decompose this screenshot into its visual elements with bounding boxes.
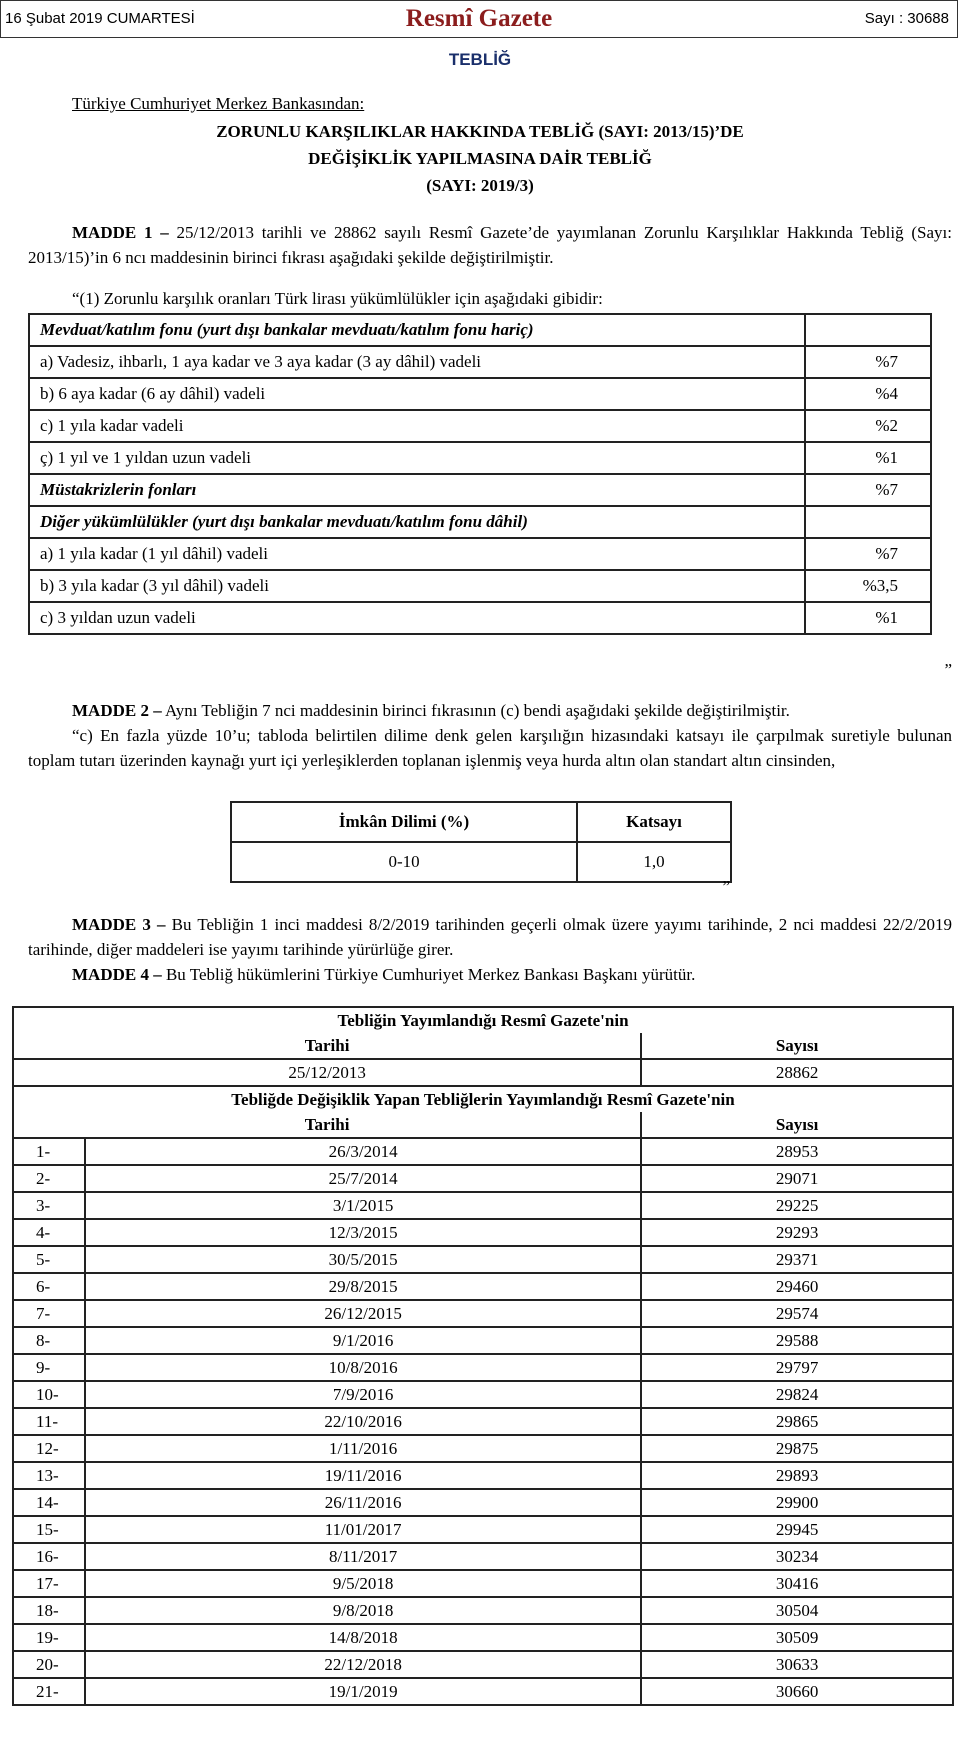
table-row	[29, 346, 931, 378]
rate-value	[805, 506, 931, 538]
row-date: 11/01/2017	[85, 1516, 641, 1543]
row-number: 21-	[13, 1678, 85, 1705]
table-row	[13, 1033, 953, 1059]
issuing-authority: Türkiye Cumhuriyet Merkez Bankasından:	[72, 94, 365, 113]
table-row	[13, 1489, 953, 1516]
row-number: 5-	[13, 1246, 85, 1273]
article-2-text: Aynı Tebliğin 7 nci maddesinin birinci fıkrasının (c) bendi aşağıdaki şekilde değiştirilmiştir.	[161, 701, 790, 720]
row-number: 10-	[13, 1381, 85, 1408]
rate-label: a) Vadesiz, ihbarlı, 1 aya kadar ve 3 aya kadar (3 ay dâhil) vadeli	[29, 346, 805, 378]
article-1	[28, 220, 952, 270]
row-date: 25/7/2014	[85, 1165, 641, 1192]
table-row	[29, 474, 931, 506]
row-date: 29/8/2015	[85, 1273, 641, 1300]
table-row	[13, 1246, 953, 1273]
row-issue-number: 29865	[641, 1408, 953, 1435]
table-row	[13, 1138, 953, 1165]
table-row	[13, 1354, 953, 1381]
table-row	[13, 1112, 953, 1138]
table-row	[13, 1435, 953, 1462]
article-1-label: MADDE 1 –	[72, 223, 169, 242]
row-number: 18-	[13, 1597, 85, 1624]
row-date: 19/1/2019	[85, 1678, 641, 1705]
history-col-date-2: Tarihi	[13, 1112, 641, 1138]
rate-label: b) 3 yıla kadar (3 yıl dâhil) vadeli	[29, 570, 805, 602]
row-date: 22/10/2016	[85, 1408, 641, 1435]
row-issue-number: 29893	[641, 1462, 953, 1489]
row-date: 30/5/2015	[85, 1246, 641, 1273]
table-row	[13, 1408, 953, 1435]
table-row	[13, 1570, 953, 1597]
row-date: 26/11/2016	[85, 1489, 641, 1516]
rate-value: %1	[805, 602, 931, 634]
rate-label: Mevduat/katılım fonu (yurt dışı bankalar mevduatı/katılım fonu hariç)	[29, 314, 805, 346]
row-issue-number: 29900	[641, 1489, 953, 1516]
row-number: 6-	[13, 1273, 85, 1300]
table-row	[13, 1192, 953, 1219]
doc-title-line-3: (SAYI: 2019/3)	[426, 176, 534, 195]
article-1-text: 25/12/2013 tarihli ve 28862 sayılı Resmî Gazete’de yayımlanan Zorunlu Karşılıklar Hakkında Tebliğ (Sayı: 2013/15)’in 6 ncı maddesinin birinci fıkrası aşağıdaki şekilde değiştirilmiştir.	[28, 223, 953, 267]
row-issue-number: 29071	[641, 1165, 953, 1192]
row-issue-number: 30633	[641, 1651, 953, 1678]
row-number: 16-	[13, 1543, 85, 1570]
row-issue-number: 29588	[641, 1327, 953, 1354]
article-4	[28, 962, 952, 987]
article-4-text: Bu Tebliğ hükümlerini Türkiye Cumhuriyet Merkez Bankası Başkanı yürütür.	[161, 965, 696, 984]
gazette-logo: Resmî Gazete	[405, 5, 553, 32]
row-number: 3-	[13, 1192, 85, 1219]
row-issue-number: 30416	[641, 1570, 953, 1597]
table-row	[29, 570, 931, 602]
row-date: 19/11/2016	[85, 1462, 641, 1489]
rate-label: Diğer yükümlülükler (yurt dışı bankalar mevduatı/katılım fonu dâhil)	[29, 506, 805, 538]
row-issue-number: 29371	[641, 1246, 953, 1273]
table-row	[231, 802, 731, 842]
issue-number: Sayı : 30688	[864, 10, 949, 27]
amendment-history-table	[12, 1006, 954, 1706]
table-header-cell: Katsayı	[577, 802, 731, 842]
row-issue-number: 29225	[641, 1192, 953, 1219]
coefficient-table	[230, 801, 732, 883]
table-row	[231, 842, 731, 882]
rate-value: %2	[805, 410, 931, 442]
row-number: 2-	[13, 1165, 85, 1192]
row-number: 11-	[13, 1408, 85, 1435]
row-date: 26/12/2015	[85, 1300, 641, 1327]
article-2-quote: “c) En fazla yüzde 10’u; tabloda belirtilen dilime denk gelen karşılığın hizasındaki katsayı ile çarpılmak suretiyle bulunan toplam tutarı üzerinden kaynağı yurt içi yerleşiklerden toplanan işlenmiş veya hurda altın olan standart altın cinsinden,	[28, 726, 952, 770]
rate-value: %7	[805, 538, 931, 570]
row-date: 12/3/2015	[85, 1219, 641, 1246]
row-issue-number: 29797	[641, 1354, 953, 1381]
article-2-label: MADDE 2 –	[72, 701, 162, 720]
table-row	[29, 378, 931, 410]
table-row	[13, 1327, 953, 1354]
row-issue-number: 29824	[641, 1381, 953, 1408]
row-date: 9/5/2018	[85, 1570, 641, 1597]
rate-label: b) 6 aya kadar (6 ay dâhil) vadeli	[29, 378, 805, 410]
rate-value: %7	[805, 474, 931, 506]
row-date: 22/12/2018	[85, 1651, 641, 1678]
history-col-date: Tarihi	[13, 1033, 641, 1059]
row-number: 15-	[13, 1516, 85, 1543]
rate-value	[805, 314, 931, 346]
row-date: 3/1/2015	[85, 1192, 641, 1219]
table-row	[29, 410, 931, 442]
table-row	[29, 602, 931, 634]
history-col-number-2: Sayısı	[641, 1112, 953, 1138]
row-number: 20-	[13, 1651, 85, 1678]
row-number: 17-	[13, 1570, 85, 1597]
row-issue-number: 29875	[641, 1435, 953, 1462]
section-title: TEBLİĞ	[448, 50, 512, 69]
row-number: 19-	[13, 1624, 85, 1651]
article-1-quote: “(1) Zorunlu karşılık oranları Türk lirası yükümlülükler için aşağıdaki gibidir:	[72, 289, 603, 308]
row-issue-number: 30234	[641, 1543, 953, 1570]
history-original-date: 25/12/2013	[13, 1059, 641, 1086]
table-row	[29, 314, 931, 346]
table-row	[13, 1624, 953, 1651]
row-issue-number: 29574	[641, 1300, 953, 1327]
row-number: 12-	[13, 1435, 85, 1462]
quote-close-1: ”	[944, 660, 952, 679]
row-issue-number: 29460	[641, 1273, 953, 1300]
rate-label: c) 1 yıla kadar vadeli	[29, 410, 805, 442]
history-title-2: Tebliğde Değişiklik Yapan Tebliğlerin Yayımlandığı Resmî Gazete'nin	[13, 1086, 953, 1112]
row-number: 14-	[13, 1489, 85, 1516]
article-3	[28, 912, 952, 962]
table-row	[13, 1543, 953, 1570]
quote-close-2: ”	[722, 877, 730, 896]
row-number: 1-	[13, 1138, 85, 1165]
table-row	[13, 1165, 953, 1192]
table-row	[13, 1007, 953, 1033]
row-issue-number: 28953	[641, 1138, 953, 1165]
table-cell: 1,0	[577, 842, 731, 882]
row-date: 10/8/2016	[85, 1354, 641, 1381]
rate-value: %7	[805, 346, 931, 378]
row-number: 4-	[13, 1219, 85, 1246]
row-issue-number: 29945	[641, 1516, 953, 1543]
row-number: 13-	[13, 1462, 85, 1489]
history-original-number: 28862	[641, 1059, 953, 1086]
table-row	[29, 506, 931, 538]
table-row	[13, 1516, 953, 1543]
history-col-number: Sayısı	[641, 1033, 953, 1059]
rate-label: Müstakrizlerin fonları	[29, 474, 805, 506]
doc-title-line-1: ZORUNLU KARŞILIKLAR HAKKINDA TEBLİĞ (SAYI: 2013/15)’DE	[216, 122, 744, 141]
row-number: 9-	[13, 1354, 85, 1381]
gazette-header	[0, 0, 958, 38]
rate-value: %3,5	[805, 570, 931, 602]
table-row	[13, 1273, 953, 1300]
table-row	[13, 1651, 953, 1678]
rate-label: a) 1 yıla kadar (1 yıl dâhil) vadeli	[29, 538, 805, 570]
row-number: 7-	[13, 1300, 85, 1327]
row-issue-number: 30504	[641, 1597, 953, 1624]
table-row	[13, 1059, 953, 1086]
table-row	[13, 1462, 953, 1489]
row-issue-number: 29293	[641, 1219, 953, 1246]
row-date: 26/3/2014	[85, 1138, 641, 1165]
table-header-cell: İmkân Dilimi (%)	[231, 802, 577, 842]
row-issue-number: 30509	[641, 1624, 953, 1651]
article-3-label: MADDE 3 –	[72, 915, 166, 934]
rate-label: ç) 1 yıl ve 1 yıldan uzun vadeli	[29, 442, 805, 474]
row-date: 9/8/2018	[85, 1597, 641, 1624]
table-row	[13, 1086, 953, 1112]
rate-value: %1	[805, 442, 931, 474]
article-4-label: MADDE 4 –	[72, 965, 162, 984]
table-row	[13, 1219, 953, 1246]
row-issue-number: 30660	[641, 1678, 953, 1705]
table-row	[29, 442, 931, 474]
row-number: 8-	[13, 1327, 85, 1354]
table-row	[29, 538, 931, 570]
row-date: 8/11/2017	[85, 1543, 641, 1570]
rate-label: c) 3 yıldan uzun vadeli	[29, 602, 805, 634]
row-date: 1/11/2016	[85, 1435, 641, 1462]
row-date: 7/9/2016	[85, 1381, 641, 1408]
rate-value: %4	[805, 378, 931, 410]
article-2	[28, 698, 952, 723]
table-row	[13, 1597, 953, 1624]
row-date: 14/8/2018	[85, 1624, 641, 1651]
header-date: 16 Şubat 2019 CUMARTESİ	[5, 10, 195, 27]
table-row	[13, 1381, 953, 1408]
doc-title-line-2: DEĞİŞİKLİK YAPILMASINA DAİR TEBLİĞ	[308, 149, 652, 168]
table-row	[13, 1678, 953, 1705]
history-title-1: Tebliğin Yayımlandığı Resmî Gazete'nin	[13, 1007, 953, 1033]
table-row	[13, 1300, 953, 1327]
row-date: 9/1/2016	[85, 1327, 641, 1354]
article-3-text: Bu Tebliğin 1 inci maddesi 8/2/2019 tarihinden geçerli olmak üzere yayımı tarihinde, 2 nci maddesi 22/2/2019 tarihinde, diğer maddeleri ise yayımı tarihinde yürürlüğe girer.	[28, 915, 952, 959]
table-cell: 0-10	[231, 842, 577, 882]
reserve-rates-table	[28, 313, 932, 635]
